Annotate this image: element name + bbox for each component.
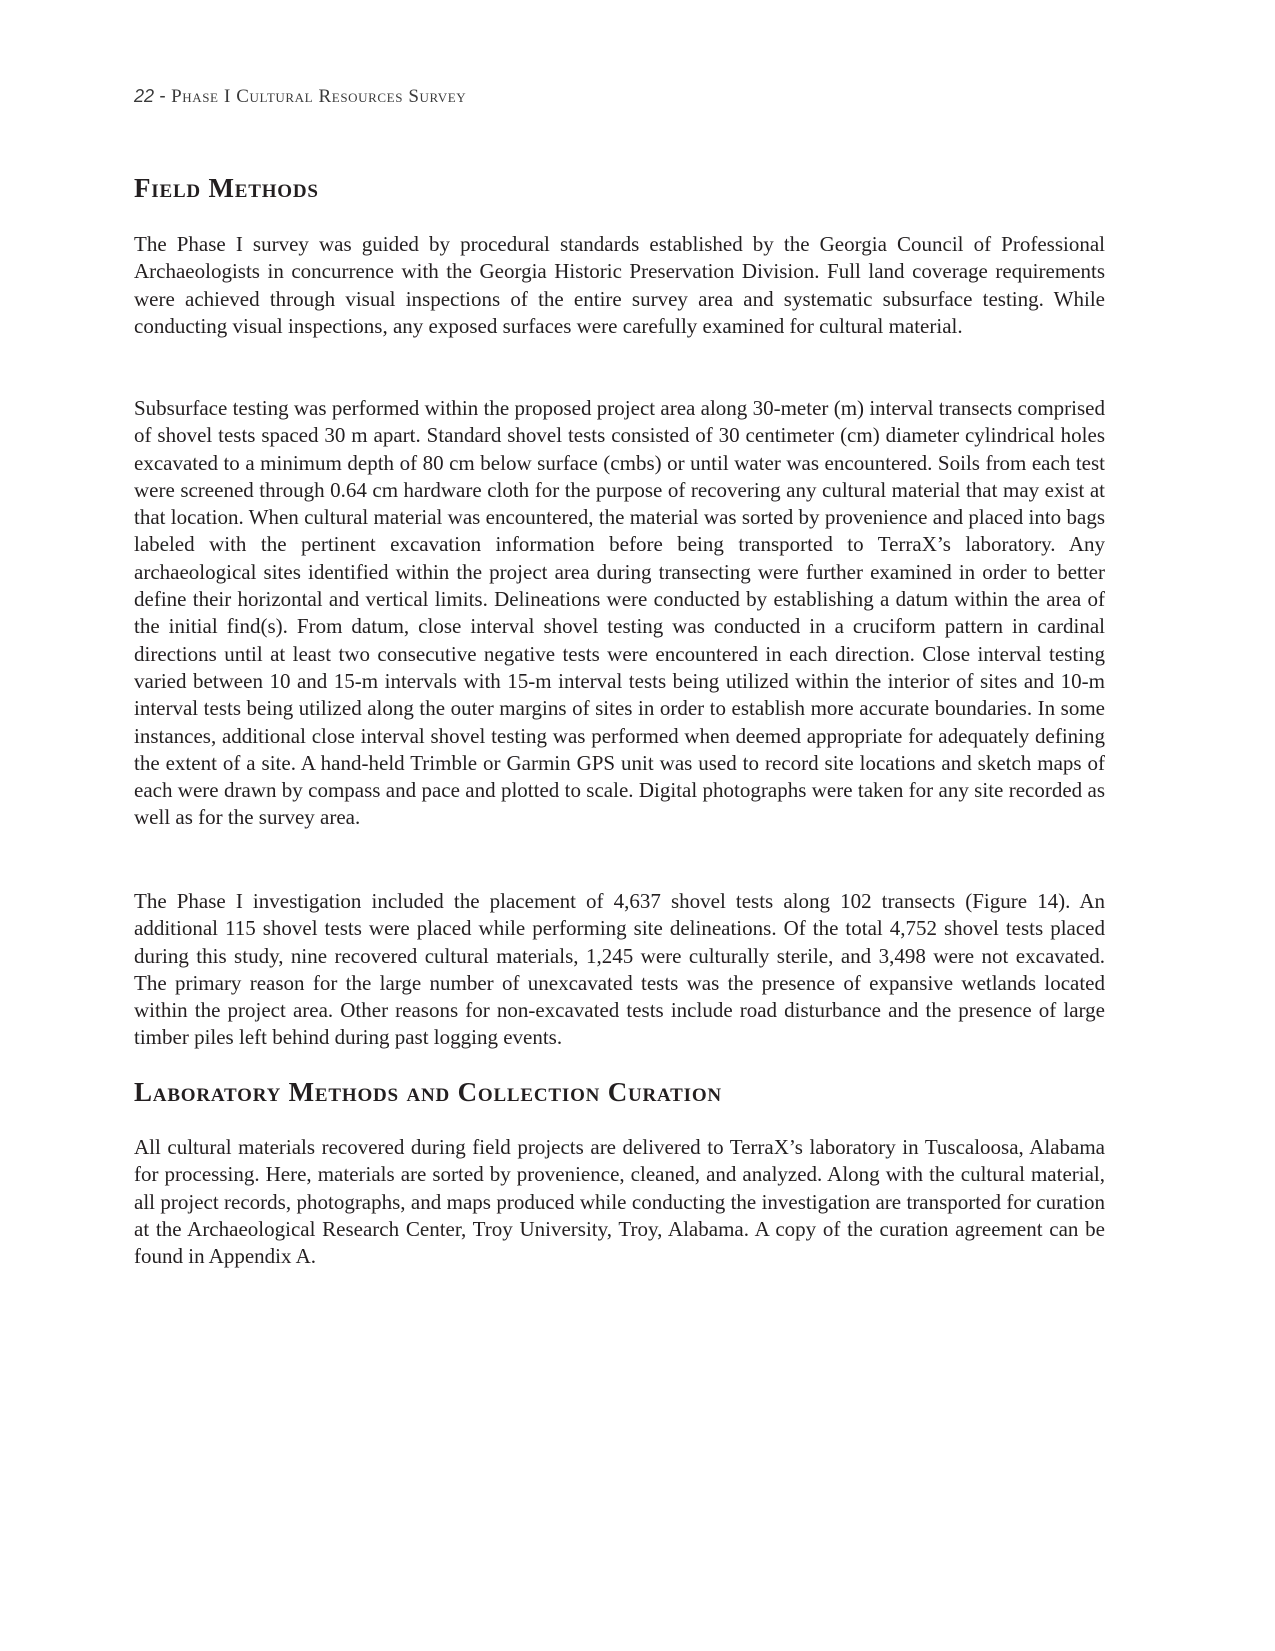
paragraph: The Phase I survey was guided by procedural standards established by the Georgia Council of Professional Archaeologists in concurrence with the Georgia Historic Preservation Division. Full land coverage requirements were achieved through visual inspections of the entire survey area and systematic subsurface testing. While conducting visual inspections, any exposed surfaces were carefully examined for cultural material. bbox=[134, 232, 1105, 338]
header-title: Phase I Cultural Resources Survey bbox=[171, 86, 467, 107]
paragraph: Subsurface testing was performed within the proposed project area along 30-meter (m) interval transects comprised of shovel tests spaced 30 m apart. Standard shovel tests consisted of 30 centimeter (cm) diameter cylindrical holes excavated to a minimum depth of 80 cm below surface (cmbs) or until water was encountered. Soils from each test were screened through 0.64 cm hardware cloth for the purpose of recovering any cultural material that may exist at that location. When cultural material was encountered, the material was sorted by provenience and placed into bags labeled with the pertinent excavation information before being transported to TerraX’s laboratory. Any archaeological sites identified within the project area during transecting were further examined in order to better define their horizontal and vertical limits. Delineations were conducted by establishing a datum within the area of the initial find(s). From datum, close interval shovel testing was conducted in a cruciform pattern in cardinal directions until at least two consecutive negative tests were encountered in each direction. Close interval testing varied between 10 and 15-m intervals with 15-m interval tests being utilized within the interior of sites and 10-m interval tests being utilized along the outer margins of sites in order to establish more accurate boundaries. In some instances, additional close interval shovel testing was performed when deemed appropriate for adequately defining the extent of a site. A hand-held Trimble or Garmin GPS unit was used to record site locations and sketch maps of each were drawn by compass and pace and plotted to scale. Digital photographs were taken for any site recorded as well as for the survey area. bbox=[134, 396, 1105, 830]
paragraph: All cultural materials recovered during field projects are delivered to TerraX’s laboratory in Tuscaloosa, Alabama for processing. Here, materials are sorted by provenience, cleaned, and analyzed. Along with the cultural material, all project records, photographs, and maps produced while conducting the investigation are transported for curation at the Archaeological Research Center, Troy University, Troy, Alabama. A copy of the curation agreement can be found in Appendix A. bbox=[134, 1135, 1105, 1269]
section-heading-field-methods: Field Methods bbox=[134, 173, 319, 203]
header-separator: - bbox=[159, 86, 166, 107]
section-heading-laboratory-methods: Laboratory Methods and Collection Curation bbox=[134, 1077, 722, 1107]
page-number: 22 bbox=[134, 86, 155, 106]
paragraph: The Phase I investigation included the placement of 4,637 shovel tests along 102 transects (Figure 14). An additional 115 shovel tests were placed while performing site delineations. Of the total 4,752 shovel tests placed during this study, nine recovered cultural materials, 1,245 were culturally sterile, and 3,498 were not excavated. The primary reason for the large number of unexcavated tests was the presence of expansive wetlands located within the project area. Other reasons for non-excavated tests include road disturbance and the presence of large timber piles left behind during past logging events. bbox=[134, 889, 1105, 1050]
running-header bbox=[134, 86, 466, 108]
